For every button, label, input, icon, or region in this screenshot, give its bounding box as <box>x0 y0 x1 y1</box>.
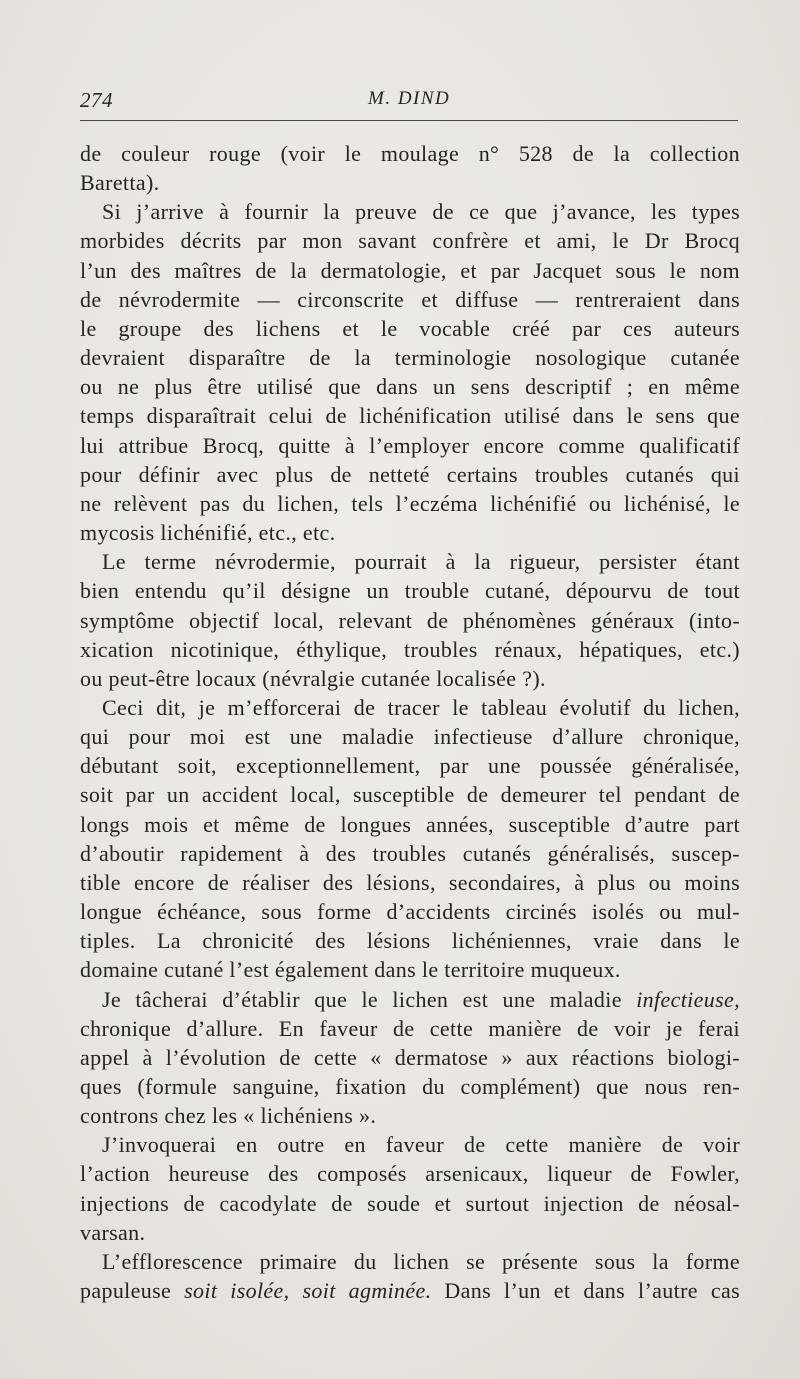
text-line: lui attribue Brocq, quitte à l’employer encore comme qualificatif <box>80 432 740 458</box>
text-line: Baretta). <box>80 170 160 196</box>
text-line: J’invoquerai en outre en faveur de cette manière de voir <box>102 1132 740 1158</box>
text-line: ques (formule sanguine, fixation du complément) que nous ren- <box>80 1074 740 1099</box>
text-line: xication nicotinique, éthylique, troubles rénaux, hépatiques, etc.) <box>80 636 740 662</box>
text-line: L’efflorescence primaire du lichen se présente sous la forme <box>102 1248 740 1274</box>
running-head <box>80 86 738 121</box>
text-run: papuleuse <box>80 1278 185 1304</box>
text-line: temps disparaîtrait celui de lichénification utilisé dans le sens que <box>80 403 740 429</box>
text-line: ou ne plus être utilisé que dans un sens descriptif ; en même <box>80 374 740 400</box>
text-line: débutant soit, exceptionnellement, par une poussée généralisée, <box>80 753 740 779</box>
italic-run: infectieuse, <box>636 986 740 1012</box>
text-line: mycosis lichénifié, etc., etc. <box>80 520 336 546</box>
text-line: Ceci dit, je m’efforcerai de tracer le tableau évolutif du lichen, <box>102 694 740 720</box>
text-line: varsan. <box>80 1219 146 1245</box>
paragraph-4 <box>80 693 740 985</box>
text-line: ne relèvent pas du lichen, tels l’eczéma lichénifié ou lichénisé, le <box>80 490 740 516</box>
text-line: morbides décrits par mon savant confrère et ami, le Dr Brocq <box>80 228 740 254</box>
text-run: Je tâcherai d’établir que le lichen est une maladie <box>102 986 637 1012</box>
text-line: controns chez les « lichéniens ». <box>80 1103 377 1129</box>
text-line: le groupe des lichens et le vocable créé par ces auteurs <box>80 315 740 341</box>
running-title: M. DIND <box>368 88 451 109</box>
text-line: symptôme objectif local, relevant de phénomènes généraux (into- <box>80 607 740 633</box>
text-run: Dans l’un et dans l’autre cas <box>431 1278 740 1304</box>
paragraph-7 <box>80 1247 740 1305</box>
text-line: de névrodermite — circonscrite et diffuse — rentreraient dans <box>80 286 740 312</box>
text-line: d’aboutir rapidement à des troubles cutanés généralisés, suscep- <box>80 840 740 866</box>
text-line: de couleur rouge (voir le moulage n° 528 de la collection <box>80 141 740 166</box>
text-line <box>80 1276 740 1305</box>
page-number: 274 <box>80 88 113 112</box>
text-line: soit par un accident local, susceptible de demeurer tel pendant de <box>80 782 740 808</box>
text-line <box>80 985 740 1014</box>
italic-run: soit isolée, soit agminée. <box>184 1278 432 1304</box>
text-line: l’action heureuse des composés arsenicaux, liqueur de Fowler, <box>80 1161 740 1187</box>
text-line: bien entendu qu’il désigne un trouble cutané, dépourvu de tout <box>80 578 740 604</box>
text-line: appel à l’évolution de cette « dermatose » aux réactions biologi- <box>80 1044 740 1070</box>
paragraph-5 <box>80 985 740 1131</box>
text-line: longue échéance, sous forme d’accidents circinés isolés ou mul- <box>80 899 740 925</box>
text-line: Si j’arrive à fournir la preuve de ce que j’avance, les types <box>102 199 740 225</box>
text-line: pour définir avec plus de netteté certains troubles cutanés qui <box>80 461 740 487</box>
text-line: domaine cutané l’est également dans le territoire muqueux. <box>80 957 621 983</box>
text-line: l’un des maîtres de la dermatologie, et par Jacquet sous le nom <box>80 257 740 283</box>
text-line: Le terme névrodermie, pourrait à la rigueur, persister étant <box>102 549 740 575</box>
text-line: ou peut-être locaux (névralgie cutanée localisée ?). <box>80 665 546 691</box>
text-line: tible encore de réaliser des lésions, secondaires, à plus ou moins <box>80 869 740 895</box>
paragraph-3 <box>80 547 740 693</box>
text-line: devraient disparaître de la terminologie nosologique cutanée <box>80 345 740 371</box>
paragraph-6 <box>80 1130 740 1247</box>
body-text <box>80 139 740 1305</box>
text-line: qui pour moi est une maladie infectieuse d’allure chronique, <box>80 724 740 750</box>
text-line: tiples. La chronicité des lésions lichéniennes, vraie dans le <box>80 928 740 954</box>
text-line: longs mois et même de longues années, susceptible d’autre part <box>80 811 740 837</box>
text-line: chronique d’allure. En faveur de cette manière de voir je ferai <box>80 1015 740 1041</box>
text-line: injections de cacodylate de soude et surtout injection de néosal- <box>80 1190 740 1216</box>
paragraph-2 <box>80 197 740 547</box>
paragraph-1 <box>80 139 740 197</box>
